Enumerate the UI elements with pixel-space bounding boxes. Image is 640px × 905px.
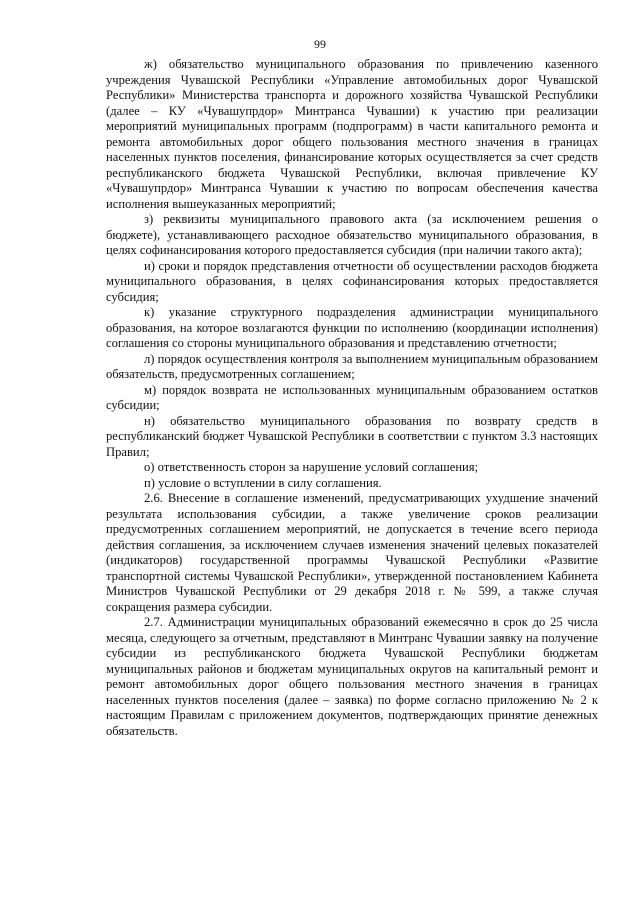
paragraph-i: и) сроки и порядок представления отчетности об осуществлении расходов бюджета муниципального образования, в целях софинансирования которых предоставляется субсидия; [106, 258, 598, 304]
paragraph-n: н) обязательство муниципального образования по возврату средств в республиканский бюджет Чувашской Республики в соответствии с пунктом 3.3 настоящих Правил; [106, 413, 598, 459]
paragraph-2-6: 2.6. Внесение в соглашение изменений, предусматривающих ухудшение значений результата использования субсидии, а также увеличение сроков реализации предусмотренных соглашением мероприятий, не допускается в течение всего периода действия соглашения, за исключением случаев изменения значений целевых показателей (индикаторов) государственной программы Чувашской Республики «Развитие транспортной системы Чувашской Республики», утвержденной постановлением Кабинета Министров Чувашской Республики от 29 декабря 2018 г. № 599, а также случая сокращения размера субсидии. [106, 491, 598, 614]
paragraph-2-7: 2.7. Администрации муниципальных образований ежемесячно в срок до 25 числа месяца, следующего за отчетным, представляют в Минтранс Чувашии заявку на получение субсидии из республиканского бюджета Чувашской Республики бюджетам муниципальных районов и бюджетам муниципальных округов на капитальный ремонт и ремонт автомобильных дорог общего пользования местного значения в границах населенных пунктов поселения (далее – заявка) по форме согласно приложению № 2 к настоящим Правилам с приложением документов, подтверждающих принятие денежных обязательств. [106, 615, 598, 738]
page-number: 99 [314, 37, 326, 51]
paragraph-p: п) условие о вступлении в силу соглашения. [144, 475, 382, 490]
paragraph-o: о) ответственность сторон за нарушение условий соглашения; [144, 460, 479, 474]
paragraph-l: л) порядок осуществления контроля за выполнением муниципальным образованием обязательств, предусмотренных соглашением; [106, 351, 598, 381]
paragraph-k: к) указание структурного подразделения администрации муниципального образования, на которое возлагаются функции по исполнению (координации исполнения) соглашения со стороны муниципального образования и представлению отчетности; [106, 305, 598, 350]
paragraph-z: з) реквизиты муниципального правового акта (за исключением решения о бюджете), устанавливающего расходное обязательство муниципального образования, в целях софинансирования которого предоставляется субсидия (при наличии такого акта); [106, 212, 598, 257]
paragraph-zh: ж) обязательство муниципального образования по привлечению казенного учреждения Чувашской Республики «Управление автомобильных дорог Чувашской Республики» Министерства транспорта и дорожного хозяйства Чувашской Республики (далее – КУ «Чувашупрдор» Минтранса Чувашии) к участию при реализации мероприятий муниципальных программ (подпрограмм) в части капитального ремонта и ремонта автомобильных дорог общего пользования местного значения в границах населенных пунктов поселения, финансирование которых осуществляется за счет средств республиканского бюджета Чувашской Республики, включая привлечение КУ «Чувашупрдор» Минтранса Чувашии к участию по вопросам обеспечения качества исполнения вышеуказанных мероприятий; [106, 57, 598, 211]
document-body [106, 57, 598, 739]
paragraph-m: м) порядок возврата не использованных муниципальным образованием остатков субсидии; [106, 382, 598, 412]
